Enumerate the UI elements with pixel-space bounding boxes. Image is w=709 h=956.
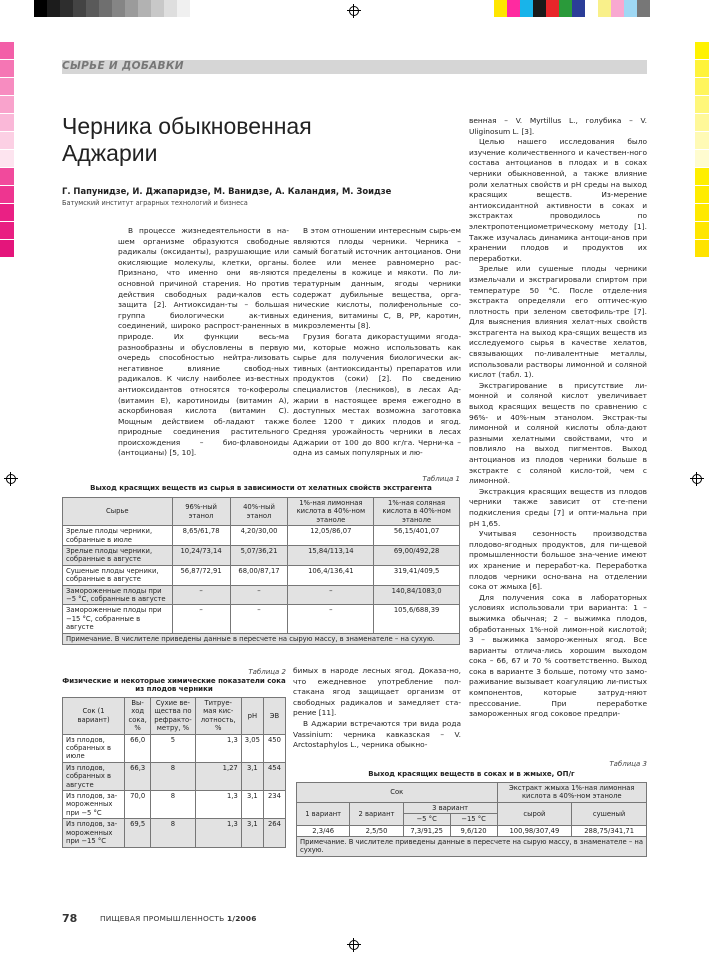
table-2-number: Таблица 2 [248,668,286,676]
paragraph: В этом отношении интересным сырь-ем являются плоды черники. Черника – самый богатый источник антоцианов. Они более или менее равномерно рас-пределены в кожице и мякоти. По ли-тературным данным, ягоды черники содержат дубильные вещества, орга-нические кислоты, полифенольные со-единения, витамины С, В, РР, каротин, микроэлементы [8]. [293,226,461,331]
table-cell: 15,84/113,14 [288,546,374,566]
table-header: 1 вариант [297,802,350,825]
table-cell: 5,07/36,21 [230,546,288,566]
table-cell: 69,00/492,28 [374,546,460,566]
table-header: −5 °С [403,814,450,825]
table-row [63,585,460,605]
paragraph: Зрелые или сушеные плоды черники измельчали и экстрагировали спиртом при температуре 50 °С. После отделе-ния экстракта определяли его оптичес-кую плотность при зеленом светофиль-тре [7]. Для выяснения влияния хелат-ных свойств экстрагента на выход кра-сящих веществ из исследуемого сырья в качестве хелатов, связывающих по-ливалентные металлы, использовали растворы лимонной и соляной кислот (табл. 1). [469,264,647,380]
paragraph: венная – V. Myrtillus L., голубика – V. Uliginosum L. [3]. [469,116,647,136]
table-cell: 8 [151,791,196,819]
table-cell: 8 [151,819,196,847]
table-cell: 106,4/136,41 [288,565,374,585]
table-header: Титруе-мая кис-лотность, % [195,698,241,735]
table-row [63,762,286,790]
table-cell: 12,05/86,07 [288,526,374,546]
table-cell: Замороженные плоды при −15 °С, собранные в августе [63,605,173,633]
table-header: сушеный [572,802,647,825]
table-header: −15 °С [450,814,497,825]
table-header: Сок [297,783,498,803]
table-row [63,605,460,633]
left-magenta-swatches [0,42,14,258]
table-header: Вы-ход сока, % [125,698,151,735]
column-2 [293,226,461,459]
table-cell: 319,41/409,5 [374,565,460,585]
table-cell: 3,1 [241,762,263,790]
table-cell: 70,0 [125,791,151,819]
table-header: 1%-ная лимонная кислота в 40%-ном этаноле [288,498,374,526]
affiliation: Батумский институт аграрных технологий и бизнеса [62,199,248,207]
paragraph: бимых в народе лесных ягод. Доказа-но, что ежедневное употребление пол-стакана ягод защищает организм от свободных радикалов и замедляет ста-рение [11]. [293,666,461,718]
table-cell: – [230,605,288,633]
table-header: pH [241,698,263,735]
right-yellow-swatches [695,42,709,258]
table-cell: 10,24/73,14 [172,546,230,566]
table-cell: – [172,605,230,633]
table-cell: 7,3/91,25 [403,825,450,836]
paragraph: В процессе жизнедеятельности в на-шем организме образуются свободные радикалы (оксиданты), разрушающие или окисляющие молекулы, клетки, органы. Признано, что именно они яв-ляются основной причиной старения. Но против действия свободных ради-калов есть защита [2]. Антиоксидан-ты – большая группа биологически ак-тивных соединений, широко распрост-раненных в природе. Их функции весь-ма разнообразны и обусловлены в первую очередь способностью нейтра-лизовать негативное влияние свобод-ных радикалов. К числу наиболее из-вестных антиоксидантов относятся то-коферолы (витамин Е), каротиноиды (витамин А), аскорбиновая кислота (витамин С). Мощным действием об-ладают также природные соединения растительного происхождения – био-флавоноиды (антоцианы) [5, 10]. [118,226,289,458]
paragraph: В Аджарии встречаются три вида рода Vassinium: черника кавказская – V. Arctostaphylos L., черника обыкно- [293,718,461,750]
article-title: Черника обыкновенная Аджарии [62,113,312,166]
table-row [63,565,460,585]
registration-mark-right [690,472,704,486]
paragraph: Для получения сока в лабораторных условиях использовали три варианта: 1 – выжимка обычная; 2 – выжимка плодов, обработанных 1%-ной лимон-ной кислотой; 3 – выжимка заморо-женных ягод. Все варианты отлича-лись хорошим выходом сока – 66, 67 и 70 % соответственно. Выход сока в варианте 3 больше, потому что замо-раживание вызывает коагуляцию ли-пистых компонентов, которые затруд-няют прессование. При переработке замороженных ягод соковое предпри- [469,592,647,719]
table-cell: 3,05 [241,734,263,762]
table-note-row [297,837,647,857]
table-row [63,819,286,847]
table-cell: 9,6/120 [450,825,497,836]
table-cell: Из плодов, собранных в августе [63,762,125,790]
paragraph: Целью нашего исследования было изучение количественного и качествен-ного состава антоцианов в плодах и в соках черники обыкновенной, а также влияние роли хелатных свойств и pH среды на выход красящих веществ. Из-мерение антиоксидантной активности в соках и экстрактах проводилось по электропотенциометрическому методу [1]. Также изучалась динамика антоци-анов при хранении плодов и продуктов их переработки. [469,137,647,263]
table-cell: Замороженные плоды при −5 °С, собранные в августе [63,585,173,605]
table-row [297,825,647,836]
table-header: 1%-ная соляная кислота в 40%-ном этаноле [374,498,460,526]
table-cell: 1,3 [195,819,241,847]
table-cell: 2,3/46 [297,825,350,836]
color-colorbar [494,0,650,17]
table-cell: 8,65/61,78 [172,526,230,546]
table-row [63,546,460,566]
table-header: Сырье [63,498,173,526]
journal-title: ПИЩЕВАЯ ПРОМЫШЛЕННОСТЬ [100,914,225,923]
column-2-lower [293,666,461,751]
table-header: 2 вариант [350,802,403,825]
table-cell: 2,5/50 [350,825,403,836]
paragraph: Экстрагирование в присутствие ли-монной и соляной кислот увеличивает выход красящих веществ по сравнению с 96%- и 40%-ным этанолом. Экстрак-ты лимонной и соляной кислоты обла-дают разными хелатными свойствами, что и повлияло на выход пигментов. Выход антоцианов из плодов черники больше в экстракте с соляной кисло-той, чем с лимонной. [469,380,647,486]
table-cell: 450 [263,734,285,762]
table-row [63,791,286,819]
table-header: ЭВ [263,698,285,735]
table-cell: 100,98/307,49 [497,825,572,836]
table-cell: 3,1 [241,791,263,819]
column-3 [469,116,647,720]
table-cell: 66,3 [125,762,151,790]
paragraph: Экстракция красящих веществ из плодов черники также зависит от сте-пени подкисления среды [7] и опти-мальна при pH 1,65. [469,486,647,528]
grayscale-colorbar [34,0,190,17]
table-1 [62,497,460,645]
paragraph: Грузия богата дикорастущими ягода-ми, которые можно использовать как сырье для получения биологически ак-тивных (антиоксиданты) препаратов или продуктов (соки) [2]. По сведению специалистов (лесников), в лесах Ад-жарии в настоящее время ежегодно в доступных местах возможна заготовка более 1200 т диких плодов и ягод. Средняя урожайность черники в лесах Аджарии от 100 до 800 кг/га. Черни-ка – одна из самых популярных и лю- [293,331,461,458]
table-header: Сок (1 вариант) [63,698,125,735]
table-note-row [63,633,460,644]
table-cell: 56,87/72,91 [172,565,230,585]
journal-issue: 1/2006 [226,914,257,923]
journal-name [100,914,257,923]
table-1-caption: Выход красящих веществ из сырья в зависимости от хелатных свойств экстрагента [90,484,432,492]
table-cell: Из плодов, за-мороженных при −15 °С [63,819,125,847]
registration-mark-left [4,472,18,486]
table-cell: 105,6/688,39 [374,605,460,633]
table-3-number: Таблица 3 [609,760,647,768]
page-number: 78 [62,912,78,925]
table-row [63,526,460,546]
table-cell: 68,00/87,17 [230,565,288,585]
table-cell: 288,75/341,71 [572,825,647,836]
table-header: 40%-ный этанол [230,498,288,526]
table-cell: 140,84/1083,0 [374,585,460,605]
section-label: СЫРЬЕ И ДОБАВКИ [62,60,184,72]
table-cell: 66,0 [125,734,151,762]
table-header: Сухие ве-щества по рефракто-метру, % [151,698,196,735]
table-cell: Зрелые плоды черники, собранные в июле [63,526,173,546]
table-cell: 264 [263,819,285,847]
table-cell: 4,20/30,00 [230,526,288,546]
table-3 [296,782,647,857]
table-1-number: Таблица 1 [422,475,460,483]
table-header: 3 вариант [403,802,497,813]
table-cell: – [288,605,374,633]
table-cell: Из плодов, за-мороженных при −5 °С [63,791,125,819]
table-cell: Зрелые плоды черники, собранные в августе [63,546,173,566]
table-cell: 3,1 [241,819,263,847]
table-cell: 454 [263,762,285,790]
table-row [63,734,286,762]
table-cell: – [288,585,374,605]
registration-mark-bottom [347,938,361,952]
table-cell: Из плодов, собранных в июле [63,734,125,762]
paragraph: Учитывая сезонность производства плодово-ягодных продуктов, для пи-щевой промышленности большое зна-чение имеют их хранение и переработ-ка. Переработка плодов черники осно-вана на отделении сока от жмыха [6]. [469,529,647,592]
table-header: 96%-ный этанол [172,498,230,526]
table-cell: 69,5 [125,819,151,847]
table-cell: 56,15/401,07 [374,526,460,546]
column-1 [118,226,289,459]
table-3-caption: Выход красящих веществ в соках и в жмыхе, ОП/г [368,770,575,778]
table-2 [62,697,286,848]
authors: Г. Папунидзе, И. Джапаридзе, М. Ванидзе, А. Каландия, М. Зоидзе [62,186,392,196]
table-header: сырой [497,802,572,825]
table-header: Экстракт жмыха 1%-ная лимонная кислота в 40%-ном этаноле [497,783,646,803]
table-cell: 1,27 [195,762,241,790]
table-cell: Сушеные плоды черники, собранные в августе [63,565,173,585]
table-cell: 234 [263,791,285,819]
table-note: Примечание. В числителе приведены данные в пересчете на сырую массу, в знаменателе – на сухую. [297,837,647,857]
table-cell: – [230,585,288,605]
table-2-caption: Физические и некоторые химические показатели сока из плодов черники [62,677,286,693]
table-cell: 8 [151,762,196,790]
table-cell: 1,3 [195,734,241,762]
table-cell: 1,3 [195,791,241,819]
registration-mark-top [347,4,361,18]
table-cell: 5 [151,734,196,762]
table-note: Примечание. В числителе приведены данные в пересчете на сырую массу, в знаменателе – на сухую. [63,633,460,644]
table-cell: – [172,585,230,605]
